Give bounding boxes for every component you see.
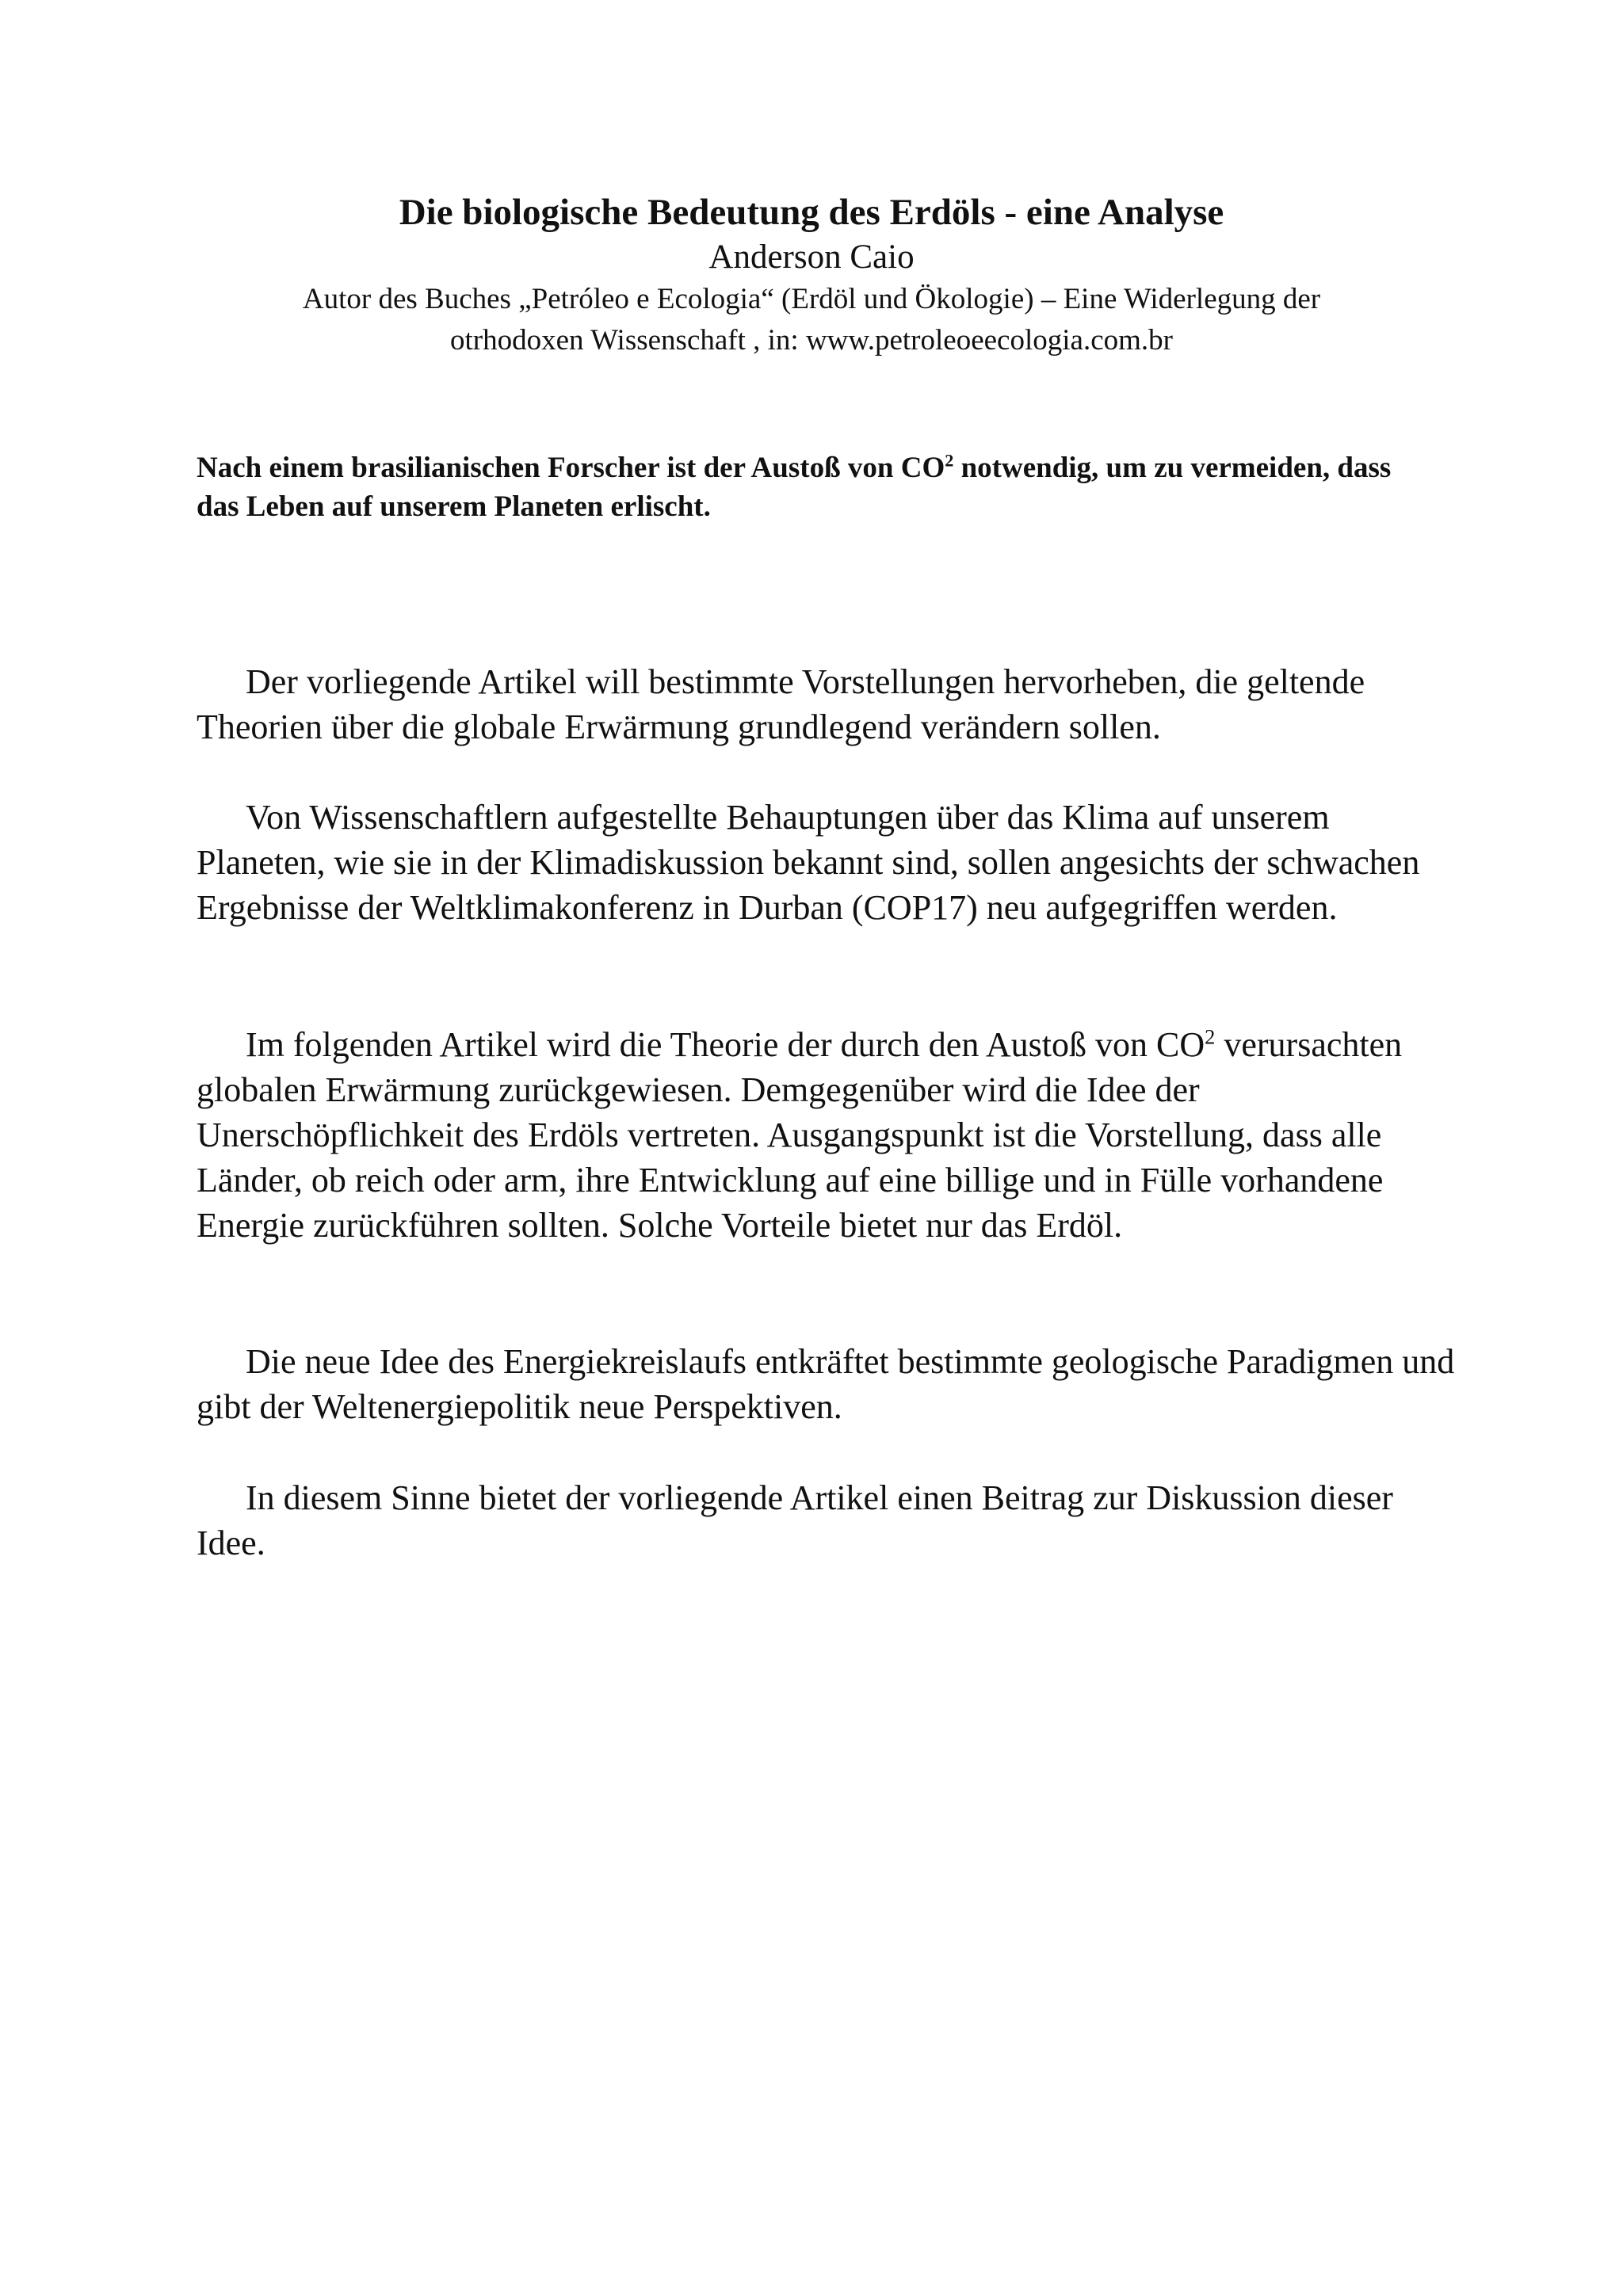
lead-text-start: Nach einem brasilianischen Forscher ist der Austoß von CO <box>197 452 945 484</box>
lead-superscript: 2 <box>945 450 954 471</box>
body-paragraph-3 <box>197 1022 1465 1248</box>
author-description <box>193 279 1430 361</box>
body-paragraph-4: Die neue Idee des Energiekreislaufs entkräftet bestimmte geologische Paradigmen und gibt der Weltenergiepolitik neue Perspektiven. <box>197 1342 1455 1426</box>
document-title: Die biologische Bedeutung des Erdöls - eine Analyse <box>399 192 1224 233</box>
lead-paragraph <box>197 448 1433 526</box>
author-description-line1: Autor des Buches „Petróleo e Ecologia“ (Erdöl und Ökologie) – Eine Widerlegung der <box>302 283 1321 315</box>
body-paragraph-1: Der vorliegende Artikel will bestimmte Vorstellungen hervorheben, die geltende Theorien über die globale Erwärmung grundlegend verändern sollen. <box>197 662 1365 746</box>
body-paragraph-5: In diesem Sinne bietet der vorliegende Artikel einen Beitrag zur Diskussion dieser Idee. <box>197 1478 1393 1562</box>
paragraph-3-text-start: Im folgenden Artikel wird die Theorie der durch den Austoß von CO <box>246 1025 1205 1064</box>
author-name: Anderson Caio <box>708 238 915 276</box>
body-paragraph-2: Von Wissenschaftlern aufgestellte Behauptungen über das Klima auf unserem Planeten, wie sie in der Klimadiskussion bekannt sind, sollen angesichts der schwachen Ergebnisse der Weltklimakonferenz in Durban (COP17) neu aufgegriffen werden. <box>197 798 1420 927</box>
author-description-line2: otrhodoxen Wissenschaft , in: www.petroleoeecologia.com.br <box>450 324 1173 357</box>
paragraph-3-text-end: verursachten globalen Erwärmung zurückgewiesen. Demgegenüber wird die Idee der Unerschöpflichkeit des Erdöls vertreten. Ausgangspunkt ist die Vorstellung, dass alle Länder, ob reich oder arm, ihre Entwicklung auf eine billige und in Fülle vorhandene Energie zurückführen sollten. Solche Vorteile bietet nur das Erdöl. <box>197 1025 1403 1245</box>
header-block <box>0 189 1623 361</box>
lead-text-end: notwendig, um zu vermeiden, dass das Leben auf unserem Planeten erlischt. <box>197 452 1392 523</box>
paragraph-3-superscript: 2 <box>1205 1024 1216 1049</box>
